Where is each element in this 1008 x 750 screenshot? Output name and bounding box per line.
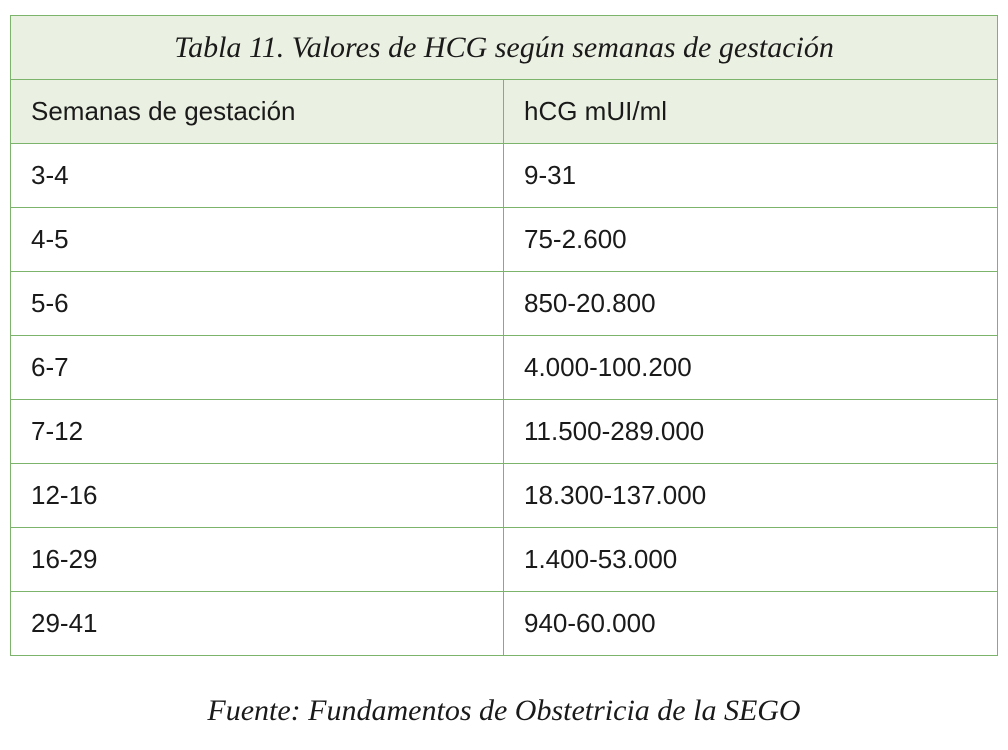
hcg-cell: 18.300-137.000	[504, 464, 998, 528]
weeks-cell: 12-16	[11, 464, 504, 528]
weeks-cell: 6-7	[11, 336, 504, 400]
hcg-cell: 9-31	[504, 144, 998, 208]
weeks-cell: 5-6	[11, 272, 504, 336]
table-row	[11, 272, 998, 336]
hcg-cell: 1.400-53.000	[504, 528, 998, 592]
table-title-row	[11, 16, 998, 80]
table-row	[11, 144, 998, 208]
table-row	[11, 336, 998, 400]
hcg-cell: 850-20.800	[504, 272, 998, 336]
column-header-hcg: hCG mUI/ml	[504, 80, 998, 144]
table-row	[11, 592, 998, 656]
column-header-weeks: Semanas de gestación	[11, 80, 504, 144]
hcg-cell: 75-2.600	[504, 208, 998, 272]
table-row	[11, 528, 998, 592]
table-title: Tabla 11. Valores de HCG según semanas de gestación	[11, 16, 998, 80]
weeks-cell: 7-12	[11, 400, 504, 464]
weeks-cell: 4-5	[11, 208, 504, 272]
source-caption: Fuente: Fundamentos de Obstetricia de la SEGO	[207, 694, 801, 727]
table-row	[11, 464, 998, 528]
hcg-cell: 11.500-289.000	[504, 400, 998, 464]
hcg-cell: 4.000-100.200	[504, 336, 998, 400]
table-row	[11, 400, 998, 464]
weeks-cell: 3-4	[11, 144, 504, 208]
hcg-cell: 940-60.000	[504, 592, 998, 656]
table-row	[11, 208, 998, 272]
weeks-cell: 16-29	[11, 528, 504, 592]
table-header-row	[11, 80, 998, 144]
hcg-values-table	[10, 15, 998, 656]
weeks-cell: 29-41	[11, 592, 504, 656]
hcg-table-container	[10, 15, 997, 656]
